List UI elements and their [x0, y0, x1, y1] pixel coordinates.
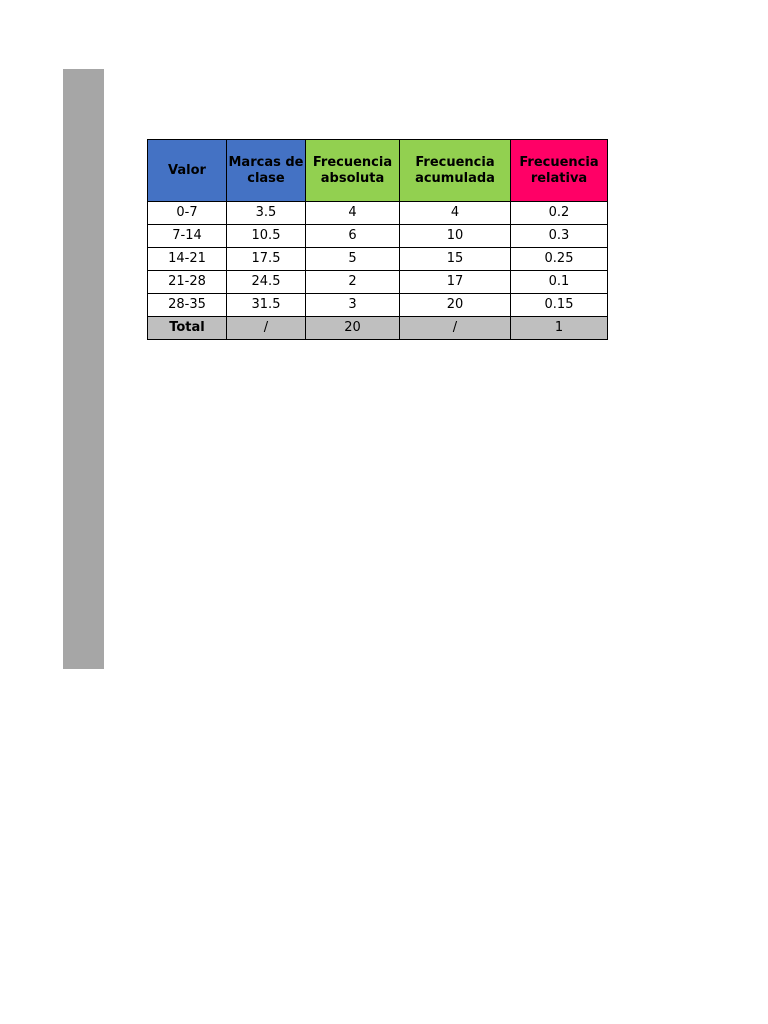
- cell-frecuencia-relativa: 0.1: [511, 271, 608, 294]
- header-label: clase: [247, 170, 285, 186]
- cell-valor: 21-28: [148, 271, 227, 294]
- table-row: [148, 225, 608, 248]
- table-header-row: [148, 140, 608, 202]
- frequency-table: [147, 139, 608, 340]
- cell-frecuencia-relativa: 0.15: [511, 294, 608, 317]
- header-frecuencia-relativa: [511, 140, 608, 202]
- cell-marca-clase: 10.5: [227, 225, 306, 248]
- header-frecuencia-absoluta: [306, 140, 400, 202]
- cell-frecuencia-acumulada: 20: [400, 294, 511, 317]
- cell-frecuencia-relativa: 0.25: [511, 248, 608, 271]
- header-label: Valor: [168, 162, 206, 178]
- cell-total-frecuencia-relativa: 1: [511, 317, 608, 340]
- cell-total-frecuencia-absoluta: 20: [306, 317, 400, 340]
- header-label: relativa: [530, 170, 588, 186]
- cell-frecuencia-acumulada: 10: [400, 225, 511, 248]
- table-row: [148, 248, 608, 271]
- cell-frecuencia-absoluta: 2: [306, 271, 400, 294]
- cell-marca-clase: 24.5: [227, 271, 306, 294]
- cell-frecuencia-acumulada: 15: [400, 248, 511, 271]
- header-label: Frecuencia: [415, 154, 495, 170]
- header-frecuencia-acumulada: [400, 140, 511, 202]
- cell-valor: 14-21: [148, 248, 227, 271]
- table-row: [148, 294, 608, 317]
- side-bar: [63, 69, 104, 669]
- cell-total-marca-clase: /: [227, 317, 306, 340]
- cell-frecuencia-absoluta: 6: [306, 225, 400, 248]
- cell-frecuencia-absoluta: 3: [306, 294, 400, 317]
- cell-valor: 0-7: [148, 202, 227, 225]
- header-marcas-de-clase: [227, 140, 306, 202]
- cell-frecuencia-relativa: 0.3: [511, 225, 608, 248]
- cell-valor: 28-35: [148, 294, 227, 317]
- cell-frecuencia-acumulada: 4: [400, 202, 511, 225]
- header-label: Marcas de: [228, 154, 304, 170]
- cell-marca-clase: 17.5: [227, 248, 306, 271]
- header-label: Frecuencia: [312, 154, 393, 170]
- cell-marca-clase: 31.5: [227, 294, 306, 317]
- table-row: [148, 202, 608, 225]
- header-label: acumulada: [415, 170, 495, 186]
- header-valor: [148, 140, 227, 202]
- cell-marca-clase: 3.5: [227, 202, 306, 225]
- cell-frecuencia-absoluta: 5: [306, 248, 400, 271]
- cell-total-frecuencia-acumulada: /: [400, 317, 511, 340]
- table-total-row: [148, 317, 608, 340]
- header-label: absoluta: [320, 170, 385, 186]
- cell-frecuencia-acumulada: 17: [400, 271, 511, 294]
- header-label: Frecuencia: [519, 154, 599, 170]
- cell-frecuencia-relativa: 0.2: [511, 202, 608, 225]
- cell-frecuencia-absoluta: 4: [306, 202, 400, 225]
- cell-valor: 7-14: [148, 225, 227, 248]
- table-row: [148, 271, 608, 294]
- cell-total-label: Total: [148, 317, 227, 340]
